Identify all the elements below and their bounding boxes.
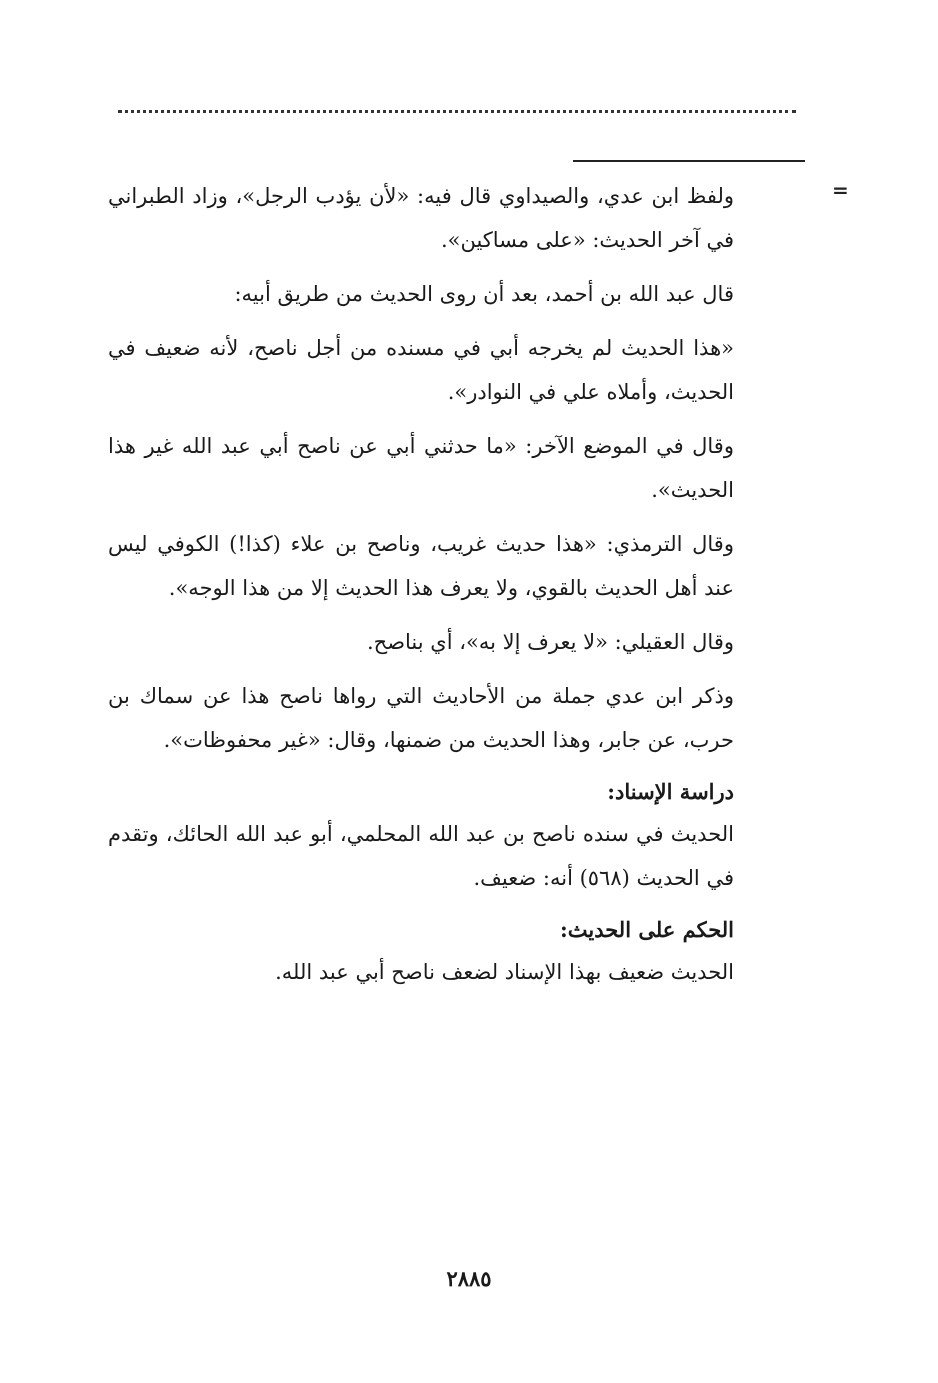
footnote-rule — [573, 160, 805, 162]
paragraph: وذكر ابن عدي جملة من الأحاديث التي رواها ناصح هذا عن سماك بن حرب، عن جابر، وهذا الحديث من ضمنها، وقال: «غير محفوظات». — [108, 684, 734, 752]
paragraph: ولفظ ابن عدي، والصيداوي قال فيه: «لأن يؤدب الرجل»، وزاد الطبراني في آخر الحديث: «على مساكين». — [108, 184, 734, 252]
dotted-separator — [118, 110, 796, 113]
paragraph: وقال في الموضع الآخر: «ما حدثني أبي عن ناصح أبي عبد الله غير هذا الحديث». — [108, 434, 734, 502]
paragraph: «هذا الحديث لم يخرجه أبي في مسنده من أجل ناصح، لأنه ضعيف في الحديث، وأملاه علي في النوادر». — [108, 336, 734, 404]
page-body — [108, 174, 734, 1004]
section-heading-isnad: دراسة الإسناد: — [607, 779, 734, 804]
margin-mark: = — [832, 178, 849, 202]
section-heading-ruling: الحكم على الحديث: — [560, 917, 734, 942]
paragraph: قال عبد الله بن أحمد، بعد أن روى الحديث من طريق أبيه: — [234, 282, 734, 306]
paragraph: الحديث في سنده ناصح بن عبد الله المحلمي، أبو عبد الله الحائك، وتقدم في الحديث (٥٦٨) أنه: ضعيف. — [108, 822, 734, 890]
paragraph: الحديث ضعيف بهذا الإسناد لضعف ناصح أبي عبد الله. — [275, 960, 734, 984]
page-number: ٢٨٨٥ — [446, 1266, 492, 1291]
paragraph: وقال الترمذي: «هذا حديث غريب، وناصح بن علاء (كذا!) الكوفي ليس عند أهل الحديث بالقوي، ولا يعرف هذا الحديث إلا من هذا الوجه». — [108, 532, 734, 600]
paragraph: وقال العقيلي: «لا يعرف إلا به»، أي بناصح. — [366, 630, 734, 654]
